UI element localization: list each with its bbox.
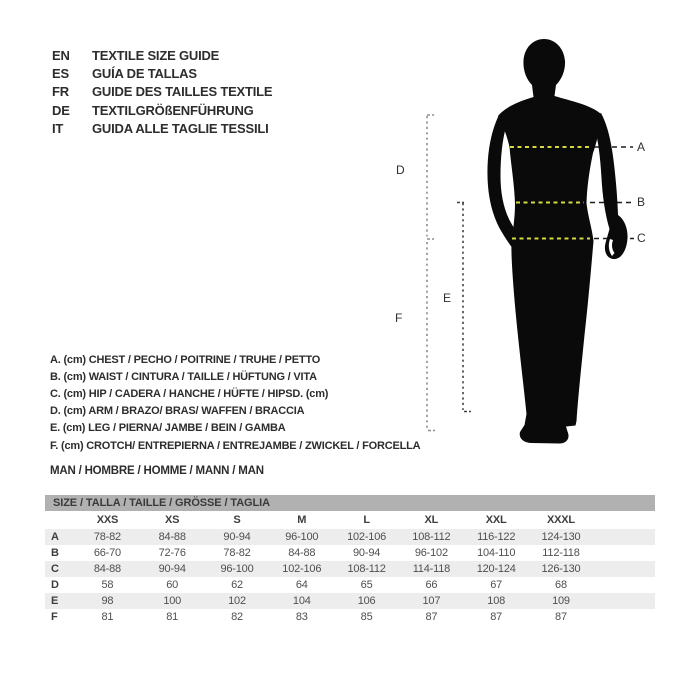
size-table-header-bar: SIZE / TALLA / TAILLE / GRÖSSE / TAGLIA — [45, 495, 655, 511]
size-cell: 83 — [295, 611, 308, 623]
size-cell: 87 — [425, 611, 438, 623]
row-label: C — [51, 563, 59, 575]
figure-label-waist: B — [637, 195, 646, 209]
language-title: TEXTILGRÖßENFÜHRUNG — [92, 102, 254, 118]
column-header: S — [233, 514, 241, 526]
table-row — [45, 545, 655, 561]
size-table-column-headers — [45, 511, 655, 529]
size-cell: 102-106 — [347, 531, 387, 543]
size-cell: 98 — [101, 595, 114, 607]
table-row — [45, 577, 655, 593]
size-cell: 108 — [487, 595, 506, 607]
column-header: XL — [424, 514, 439, 526]
size-cell: 84-88 — [158, 531, 186, 543]
size-cell: 120-124 — [476, 563, 516, 575]
measurement-line: E. (cm) LEG / PIERNA/ JAMBE / BEIN / GAMBA — [50, 422, 286, 435]
size-cell: 60 — [166, 579, 179, 591]
measurement-line: C. (cm) HIP / CADERA / HANCHE / HÜFTE / HIPSD. (cm) — [50, 387, 329, 400]
figure-label-leg: E — [443, 291, 452, 305]
size-cell: 96-102 — [414, 547, 448, 559]
language-title: GUÍA DE TALLAS — [92, 66, 197, 82]
size-cell: 81 — [101, 611, 114, 623]
size-cell: 68 — [555, 579, 567, 591]
row-label: E — [51, 595, 59, 607]
size-cell: 66-70 — [93, 547, 121, 559]
language-code: IT — [52, 121, 64, 137]
size-cell: 87 — [555, 611, 567, 623]
row-label: F — [51, 611, 58, 623]
size-cell: 106 — [357, 595, 376, 607]
size-cell: 66 — [425, 579, 438, 591]
language-code: FR — [52, 84, 69, 100]
size-cell: 78-82 — [223, 547, 251, 559]
figure-label-hip: C — [637, 231, 646, 245]
size-cell: 64 — [295, 579, 308, 591]
size-cell: 90-94 — [223, 531, 251, 543]
size-cell: 67 — [490, 579, 503, 591]
measurement-line: B. (cm) WAIST / CINTURA / TAILLE / HÜFTUNG / VITA — [50, 370, 317, 383]
table-row — [45, 561, 655, 577]
language-title: GUIDA ALLE TAGLIE TESSILI — [92, 121, 269, 137]
row-label: A — [51, 531, 59, 543]
column-header: L — [363, 514, 370, 526]
language-code: DE — [52, 102, 70, 118]
size-cell: 87 — [490, 611, 503, 623]
table-row — [45, 593, 655, 609]
size-cell: 62 — [231, 579, 243, 591]
column-header: XXL — [485, 514, 507, 526]
size-cell: 84-88 — [288, 547, 316, 559]
size-cell: 96-100 — [285, 531, 319, 543]
measurement-line: A. (cm) CHEST / PECHO / POITRINE / TRUHE / PETTO — [50, 353, 321, 366]
table-row — [45, 609, 655, 625]
size-cell: 82 — [231, 611, 243, 623]
size-cell: 78-82 — [93, 531, 121, 543]
column-header: XXXL — [547, 514, 575, 526]
size-cell: 114-118 — [412, 563, 451, 575]
size-cell: 104-110 — [477, 547, 516, 559]
language-title: GUIDE DES TAILLES TEXTILE — [92, 84, 273, 100]
man-right-arm — [591, 113, 628, 259]
size-cell: 90-94 — [158, 563, 186, 575]
size-cell: 124-130 — [541, 531, 581, 543]
size-cell: 72-76 — [158, 547, 186, 559]
column-header: XXS — [96, 514, 119, 526]
size-table — [45, 495, 655, 625]
row-label: D — [51, 579, 59, 591]
size-cell: 58 — [101, 579, 114, 591]
size-cell: 85 — [360, 611, 373, 623]
measurement-description-list — [50, 351, 420, 454]
size-cell: 116-122 — [477, 531, 516, 543]
size-cell: 65 — [360, 579, 373, 591]
size-cell: 81 — [166, 611, 179, 623]
size-cell: 96-100 — [220, 563, 254, 575]
gender-line: MAN / HOMBRE / HOMME / MANN / MAN — [50, 465, 264, 477]
size-cell: 100 — [163, 595, 182, 607]
size-cell: 102-106 — [282, 563, 322, 575]
measurement-line: D. (cm) ARM / BRAZO/ BRAS/ WAFFEN / BRACCIA — [50, 405, 305, 418]
size-cell: 84-88 — [93, 563, 121, 575]
size-cell: 102 — [228, 595, 246, 607]
size-cell: 126-130 — [541, 563, 581, 575]
figure-label-crotch: F — [395, 311, 403, 325]
language-title: TEXTILE SIZE GUIDE — [92, 47, 220, 63]
size-cell: 104 — [292, 595, 311, 607]
language-code: ES — [52, 66, 69, 82]
size-cell: 107 — [422, 595, 441, 607]
column-header: M — [297, 514, 307, 526]
size-cell: 109 — [552, 595, 570, 607]
measurement-line: F. (cm) CROTCH/ ENTREPIERNA / ENTREJAMBE / ZWICKEL / FORCELLA — [50, 439, 421, 452]
size-cell: 108-112 — [412, 531, 451, 543]
language-code: EN — [52, 47, 70, 63]
size-cell: 90-94 — [353, 547, 381, 559]
size-cell: 108-112 — [347, 563, 386, 575]
size-cell: 112-118 — [542, 547, 580, 559]
column-header: XS — [165, 514, 180, 526]
figure-label-arm: D — [396, 163, 405, 177]
table-row — [45, 529, 655, 545]
figure-label-chest: A — [637, 140, 646, 154]
row-label: B — [51, 547, 59, 559]
